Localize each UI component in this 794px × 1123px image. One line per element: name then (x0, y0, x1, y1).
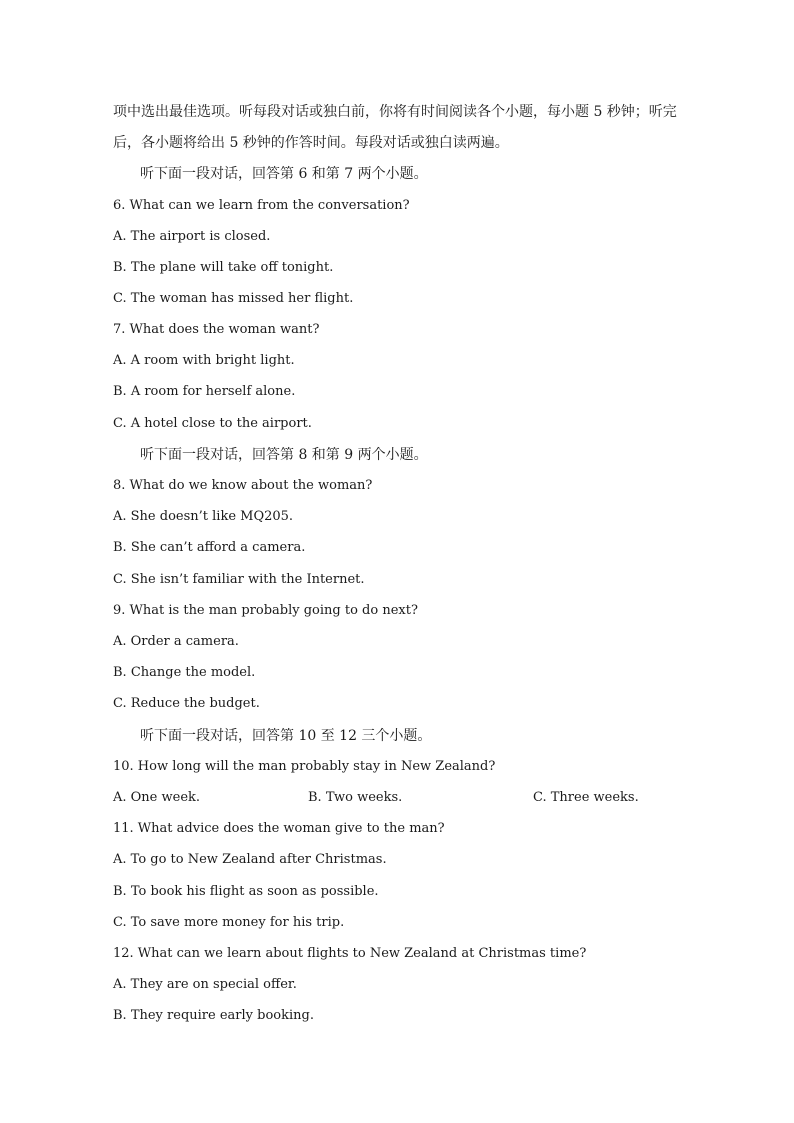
question-11-option-b: B. To book his flight as soon as possible. (113, 884, 379, 899)
question-8-option-b: B. She can’t afford a camera. (113, 540, 306, 555)
question-11-option-a: A. To go to New Zealand after Christmas. (113, 852, 387, 867)
question-9-option-a: A. Order a camera. (113, 634, 239, 649)
question-8-option-a: A. She doesn’t like MQ205. (113, 509, 294, 524)
question-7-option-a: A. A room with bright light. (113, 353, 295, 368)
intro-line-1: 项中选出最佳选项。听每段对话或独白前，你将有时间阅读各个小题，每小题 5 秒钟；听完 (113, 104, 677, 120)
question-9-option-b: B. Change the model. (113, 665, 256, 680)
question-8-option-c: C. She isn’t familiar with the Internet. (113, 572, 365, 587)
section-heading-1: 听下面一段对话，回答第 6 和第 7 两个小题。 (140, 166, 428, 182)
question-stem-11: 11. What advice does the woman give to the man? (113, 821, 445, 836)
question-7-option-b: B. A room for herself alone. (113, 384, 296, 399)
question-stem-9: 9. What is the man probably going to do next? (113, 603, 418, 618)
question-stem-12: 12. What can we learn about flights to New Zealand at Christmas time? (113, 946, 587, 961)
section-heading-3: 听下面一段对话，回答第 10 至 12 三个小题。 (140, 728, 432, 744)
intro-line-2: 后，各小题将给出 5 秒钟的作答时间。每段对话或独白读两遍。 (113, 135, 509, 151)
question-stem-7: 7. What does the woman want? (113, 322, 320, 337)
question-12-option-b: B. They require early booking. (113, 1008, 314, 1023)
question-12-option-a: A. They are on special offer. (113, 977, 297, 992)
question-7-option-c: C. A hotel close to the airport. (113, 416, 312, 431)
question-6-option-c: C. The woman has missed her flight. (113, 291, 354, 306)
section-heading-2: 听下面一段对话，回答第 8 和第 9 两个小题。 (140, 447, 428, 463)
question-10-option-c: C. Three weeks. (533, 790, 639, 805)
question-6-option-a: A. The airport is closed. (113, 229, 271, 244)
question-10-option-b: B. Two weeks. (308, 790, 403, 805)
question-stem-10: 10. How long will the man probably stay in New Zealand? (113, 759, 496, 774)
question-stem-8: 8. What do we know about the woman? (113, 478, 373, 493)
question-stem-6: 6. What can we learn from the conversation? (113, 198, 410, 213)
question-6-option-b: B. The plane will take off tonight. (113, 260, 334, 275)
question-10-option-a: A. One week. (113, 790, 201, 805)
question-9-option-c: C. Reduce the budget. (113, 696, 260, 711)
question-11-option-c: C. To save more money for his trip. (113, 915, 345, 930)
